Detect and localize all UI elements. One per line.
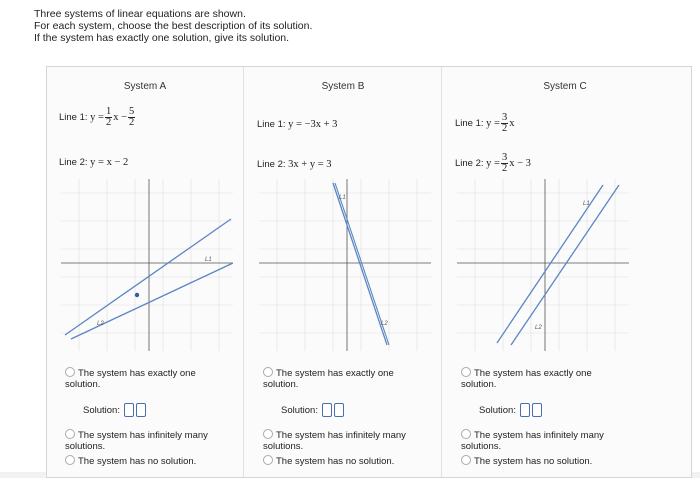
graph-label-l2: L2 [97,321,104,327]
option-text: The system has no solution. [474,456,593,467]
ordered-pair-open-icon[interactable] [520,403,530,417]
fraction [501,153,508,174]
instruction-line-3: If the system has exactly one solution, give its solution. [34,32,290,44]
system-a-line2 [59,157,128,168]
graph-label-l1: L1 [339,195,346,201]
ordered-pair-close-icon[interactable] [532,403,542,417]
line1-suffix: x [509,118,515,129]
radio-icon[interactable] [461,455,471,465]
option-text-cont: solutions. [461,441,502,452]
line-l1 [333,183,387,345]
option-text-cont: solution. [461,379,497,390]
option-text: The system has infinitely many [78,430,208,441]
graph-label-l1: L1 [583,201,590,207]
option-text-cont: solution. [263,379,299,390]
system-a-panel [47,67,244,477]
ordered-pair-open-icon[interactable] [124,403,134,417]
option-infinitely-many[interactable] [65,429,235,452]
fraction [128,107,135,128]
line1-mid: x − [113,112,128,123]
option-text: The system has exactly one [474,368,592,379]
fraction-denominator: 2 [501,123,508,134]
option-text-cont: solutions. [65,441,106,452]
system-b-graph [259,179,431,351]
graph-label-l2: L2 [381,321,388,327]
line2-label: Line 2: [59,157,88,168]
fraction [105,107,112,128]
option-text: The system has no solution. [276,456,395,467]
solution-input[interactable] [322,403,346,417]
system-a-graph [61,179,233,351]
option-text-cont: solution. [65,379,101,390]
line-l2 [511,185,619,345]
fraction-numerator: 5 [129,106,135,117]
line1-label: Line 1: [455,118,484,129]
instruction-line-1: Three systems of linear equations are shown. [34,8,246,20]
graph-label-l1: L1 [205,257,212,263]
ordered-pair-close-icon[interactable] [136,403,146,417]
fraction-numerator: 1 [105,106,112,117]
option-text-cont: solutions. [263,441,304,452]
line1-equation: y = −3x + 3 [288,119,338,130]
option-no-solution[interactable] [65,455,235,467]
option-no-solution[interactable] [461,455,631,467]
radio-icon[interactable] [461,429,471,439]
line2-prefix: y = [486,158,500,169]
radio-icon[interactable] [65,455,75,465]
system-c-line2 [455,153,531,174]
line1-prefix: y = [486,118,500,129]
solution-input[interactable] [124,403,148,417]
line2-label: Line 2: [455,158,484,169]
system-a-title: System A [123,81,167,92]
systems-container [46,66,692,478]
fraction [501,113,508,134]
line2-equation: 3x + y = 3 [288,159,332,170]
option-text: The system has no solution. [78,456,197,467]
line2-label: Line 2: [257,159,286,170]
radio-icon[interactable] [263,367,273,377]
system-c-title: System C [543,81,587,92]
option-exactly-one[interactable] [65,367,235,390]
intersection-point [135,293,139,297]
option-no-solution[interactable] [263,455,433,467]
solution-entry [83,403,148,417]
option-infinitely-many[interactable] [263,429,433,452]
system-c-panel [443,67,691,477]
system-c-line1 [455,113,514,134]
option-text: The system has infinitely many [276,430,406,441]
fraction-denominator: 2 [501,163,508,174]
solution-entry [281,403,346,417]
solution-label: Solution: [281,404,318,416]
fraction-denominator: 2 [105,117,112,128]
line1-label: Line 1: [257,119,286,130]
option-exactly-one[interactable] [263,367,433,390]
fraction-denominator: 2 [129,117,135,128]
system-b-title: System B [321,81,365,92]
graph-label-l2: L2 [535,325,542,331]
system-b-panel [245,67,442,477]
system-c-graph [457,179,629,351]
option-infinitely-many[interactable] [461,429,631,452]
radio-icon[interactable] [263,429,273,439]
radio-icon[interactable] [461,367,471,377]
fraction-numerator: 3 [501,152,508,163]
radio-icon[interactable] [263,455,273,465]
grid [457,179,629,351]
line2-equation: y = x − 2 [90,157,129,168]
grid [61,179,233,351]
instructions [34,8,312,44]
ordered-pair-close-icon[interactable] [334,403,344,417]
ordered-pair-open-icon[interactable] [322,403,332,417]
line2-suffix: x − 3 [509,158,531,169]
option-text: The system has exactly one [276,368,394,379]
system-b-line2 [257,159,332,170]
fraction-numerator: 3 [501,112,508,123]
solution-input[interactable] [520,403,544,417]
option-text: The system has infinitely many [474,430,604,441]
solution-entry [479,403,544,417]
solution-label: Solution: [83,404,120,416]
system-a-line1 [59,107,136,128]
system-b-line1 [257,119,337,130]
instruction-line-2: For each system, choose the best description of its solution. [34,20,313,32]
grid [259,179,431,351]
radio-icon[interactable] [65,367,75,377]
solution-label: Solution: [479,404,516,416]
line1-prefix: y = [90,112,104,123]
option-exactly-one[interactable] [461,367,631,390]
option-text: The system has exactly one [78,368,196,379]
line1-label: Line 1: [59,112,88,123]
radio-icon[interactable] [65,429,75,439]
